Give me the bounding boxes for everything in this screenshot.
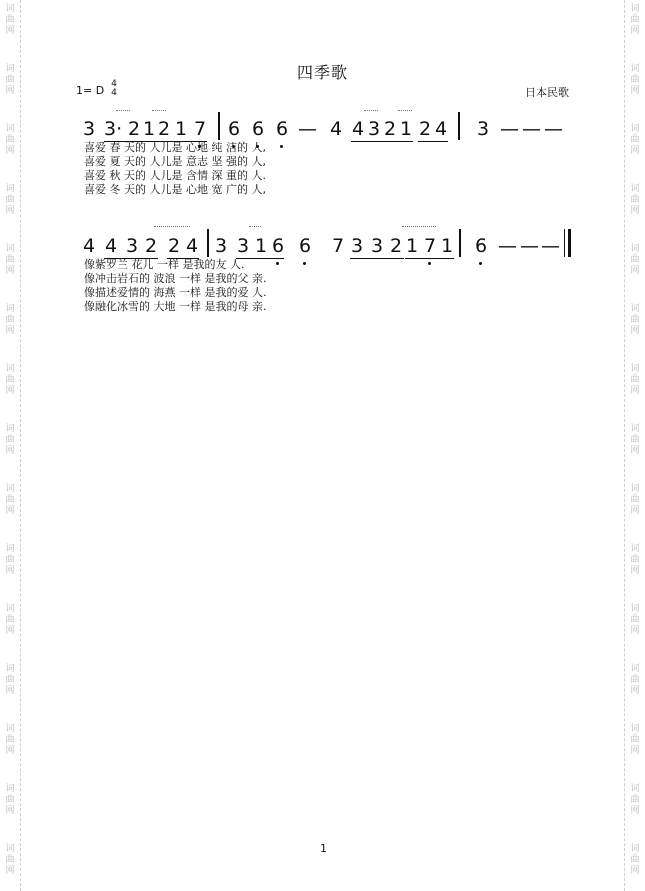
watermark-char: 曲 — [630, 735, 640, 745]
slur — [402, 226, 436, 230]
watermark-glyphs — [627, 604, 643, 637]
watermark-char: 词 — [630, 604, 640, 614]
note: 1 — [254, 235, 268, 257]
watermark-char: 词 — [630, 64, 640, 74]
watermark-char: 网 — [630, 206, 640, 216]
note: 6 — [275, 118, 289, 140]
watermark-char: 词 — [630, 184, 640, 194]
lyric-text: 像融化冰雪的 大地 一样 是我的母 亲. — [84, 300, 267, 313]
watermark-char: 网 — [630, 266, 640, 276]
watermark-char: 网 — [5, 686, 15, 696]
watermark-char: 网 — [5, 746, 15, 756]
watermark-glyphs — [627, 544, 643, 577]
lyric-text: 喜爱 冬 天的 人儿是 心地 宽 广的 人, — [84, 183, 266, 196]
note: 4 — [329, 118, 343, 140]
watermark-char: 网 — [5, 446, 15, 456]
watermark-glyphs — [627, 784, 643, 817]
watermark-char: 网 — [5, 86, 15, 96]
watermark-char: 网 — [5, 806, 15, 816]
watermark-char: 曲 — [630, 15, 640, 25]
watermark-char: 网 — [5, 206, 15, 216]
watermark-char: 网 — [630, 26, 640, 36]
lyrics-verse-2 — [0, 272, 645, 286]
watermark-char: 曲 — [630, 315, 640, 325]
watermark-char: 曲 — [5, 75, 15, 85]
watermark-char: 网 — [630, 506, 640, 516]
note: 6 — [227, 118, 241, 140]
watermark-char: 词 — [5, 364, 15, 374]
watermark-glyphs — [2, 724, 18, 757]
note: 3 — [214, 235, 228, 257]
watermark-char: 曲 — [630, 615, 640, 625]
watermark-glyphs — [627, 424, 643, 457]
watermark-char: 词 — [5, 604, 15, 614]
key-signature: 1= D — [76, 84, 105, 97]
watermark-char: 网 — [630, 806, 640, 816]
watermark-char: 曲 — [630, 675, 640, 685]
watermark-char: 曲 — [5, 615, 15, 625]
note: 1 — [142, 118, 156, 140]
watermark-char: 网 — [630, 566, 640, 576]
watermark-char: 词 — [5, 124, 15, 134]
watermark-glyphs — [2, 4, 18, 37]
watermark-char: 网 — [630, 146, 640, 156]
watermark-char: 词 — [630, 424, 640, 434]
watermark-char: 曲 — [5, 135, 15, 145]
page-number: 1 — [320, 842, 327, 855]
watermark-glyphs — [2, 484, 18, 517]
watermark-char: 词 — [630, 784, 640, 794]
watermark-char: 曲 — [5, 435, 15, 445]
note: 2 — [389, 235, 403, 257]
watermark-glyphs — [2, 604, 18, 637]
barline — [218, 112, 220, 140]
note: 1 — [174, 118, 188, 140]
watermark-char: 曲 — [5, 315, 15, 325]
watermark-char: 曲 — [5, 195, 15, 205]
watermark-char: 网 — [5, 146, 15, 156]
note: 3 — [367, 118, 381, 140]
barline — [458, 112, 460, 140]
note: 2 — [383, 118, 397, 140]
note: — — [298, 118, 317, 140]
note: 7 — [331, 235, 345, 257]
watermark-char: 网 — [5, 266, 15, 276]
watermark-glyphs — [2, 364, 18, 397]
note: 3 — [125, 235, 139, 257]
composer: 日本民歌 — [525, 86, 569, 99]
note: 3· — [104, 118, 123, 140]
watermark-glyphs — [627, 724, 643, 757]
slur — [154, 226, 190, 230]
lyric-text: 喜爱 秋 天的 人儿是 含情 深 重的 人. — [84, 169, 266, 182]
watermark-char: 词 — [5, 424, 15, 434]
watermark-char: 词 — [630, 844, 640, 854]
note: — — [544, 118, 563, 140]
watermark-char: 词 — [630, 244, 640, 254]
watermark-char: 词 — [5, 304, 15, 314]
watermark-char: 网 — [630, 386, 640, 396]
note: 3 — [82, 118, 96, 140]
watermark-char: 词 — [630, 304, 640, 314]
watermark-glyphs — [627, 4, 643, 37]
watermark-char: 曲 — [630, 435, 640, 445]
watermark-char: 词 — [630, 124, 640, 134]
watermark-char: 网 — [630, 746, 640, 756]
note: — — [541, 235, 560, 257]
watermark-char: 网 — [5, 26, 15, 36]
slur — [364, 110, 378, 114]
notes-line-1 — [0, 118, 645, 142]
watermark-char: 曲 — [630, 795, 640, 805]
lyric-text: 像紫罗兰 花儿 一样 是我的友 人. — [84, 258, 245, 271]
barline — [207, 229, 209, 257]
watermark-char: 网 — [5, 506, 15, 516]
watermark-char: 曲 — [630, 495, 640, 505]
watermark-char: 曲 — [630, 75, 640, 85]
watermark-char: 曲 — [630, 375, 640, 385]
watermark-char: 词 — [5, 664, 15, 674]
watermark-char: 曲 — [5, 735, 15, 745]
note: 3 — [236, 235, 250, 257]
watermark-glyphs — [2, 784, 18, 817]
notes-line-2 — [0, 235, 645, 259]
note: 2 — [127, 118, 141, 140]
note: 6 — [271, 235, 285, 257]
note: 2 — [144, 235, 158, 257]
watermark-char: 词 — [630, 724, 640, 734]
note: 4 — [351, 118, 365, 140]
slur — [249, 226, 261, 230]
watermark-char: 词 — [630, 664, 640, 674]
watermark-char: 词 — [5, 4, 15, 14]
lyric-text: 喜爱 春 天的 人儿是 心地 纯 洁的 人, — [84, 141, 266, 154]
watermark-char: 词 — [5, 184, 15, 194]
lyrics-verse-3 — [0, 169, 645, 183]
watermark-glyphs — [627, 484, 643, 517]
note: — — [498, 235, 517, 257]
note: — — [520, 235, 539, 257]
lyric-text: 喜爱 夏 天的 人儿是 意志 坚 强的 人, — [84, 155, 266, 168]
watermark-char: 词 — [5, 844, 15, 854]
lyrics-verse-3 — [0, 286, 645, 300]
note: 1 — [399, 118, 413, 140]
slur — [398, 110, 412, 114]
watermark-glyphs — [2, 544, 18, 577]
watermark-char: 曲 — [5, 15, 15, 25]
watermark-char: 词 — [630, 544, 640, 554]
watermark-char: 曲 — [5, 255, 15, 265]
note: 6 — [474, 235, 488, 257]
barline — [459, 229, 461, 257]
watermark-char: 网 — [5, 386, 15, 396]
note: 6 — [251, 118, 265, 140]
note: 4 — [434, 118, 448, 140]
note: — — [500, 118, 519, 140]
note: 7 — [193, 118, 207, 140]
final-barline-thin — [564, 229, 565, 257]
watermark-glyphs — [2, 664, 18, 697]
watermark-char: 词 — [5, 544, 15, 554]
watermark-char: 曲 — [5, 675, 15, 685]
final-barline-thick — [568, 229, 571, 257]
note: 4 — [82, 235, 96, 257]
watermark-glyphs — [2, 844, 18, 877]
lyrics-verse-1 — [0, 141, 645, 155]
watermark-char: 词 — [5, 64, 15, 74]
note: — — [522, 118, 541, 140]
note: 3 — [350, 235, 364, 257]
watermark-char: 曲 — [630, 195, 640, 205]
watermark-char: 网 — [5, 326, 15, 336]
time-signature — [110, 80, 118, 98]
watermark-char: 网 — [5, 866, 15, 876]
watermark-char: 曲 — [5, 375, 15, 385]
lyrics-verse-4 — [0, 183, 645, 197]
note: 6 — [298, 235, 312, 257]
watermark-char: 词 — [630, 484, 640, 494]
watermark-char: 网 — [630, 326, 640, 336]
watermark-char: 曲 — [5, 555, 15, 565]
lyric-text: 像描述爱情的 海燕 一样 是我的爱 人. — [84, 286, 267, 299]
note: 3 — [476, 118, 490, 140]
slur — [152, 110, 166, 114]
time-signature-top: 4 — [111, 79, 117, 89]
watermark-char: 词 — [630, 364, 640, 374]
lyrics-verse-1 — [0, 258, 645, 272]
lyric-text: 像冲击岩石的 波浪 一样 是我的父 亲. — [84, 272, 267, 285]
song-title: 四季歌 — [296, 63, 348, 82]
note: 4 — [104, 235, 118, 257]
watermark-char: 网 — [630, 86, 640, 96]
watermark-char: 曲 — [630, 255, 640, 265]
note: 4 — [185, 235, 199, 257]
watermark-char: 网 — [630, 686, 640, 696]
note: 2 — [167, 235, 181, 257]
watermark-char: 曲 — [5, 495, 15, 505]
watermark-glyphs — [627, 364, 643, 397]
watermark-char: 网 — [5, 626, 15, 636]
watermark-char: 曲 — [630, 555, 640, 565]
watermark-char: 网 — [630, 626, 640, 636]
watermark-glyphs — [627, 844, 643, 877]
watermark-glyphs — [2, 424, 18, 457]
lyrics-verse-4 — [0, 300, 645, 314]
slur — [116, 110, 130, 114]
lyrics-verse-2 — [0, 155, 645, 169]
watermark-char: 曲 — [630, 855, 640, 865]
watermark-char: 网 — [5, 566, 15, 576]
watermark-char: 曲 — [5, 795, 15, 805]
watermark-char: 词 — [5, 784, 15, 794]
note: 1 — [405, 235, 419, 257]
watermark-char: 网 — [630, 866, 640, 876]
watermark-char: 词 — [5, 724, 15, 734]
watermark-char: 曲 — [5, 855, 15, 865]
watermark-char: 词 — [5, 484, 15, 494]
watermark-glyphs — [627, 664, 643, 697]
note: 2 — [157, 118, 171, 140]
note: 1 — [440, 235, 454, 257]
watermark-char: 词 — [630, 4, 640, 14]
time-signature-bottom: 4 — [111, 88, 117, 98]
watermark-char: 曲 — [630, 135, 640, 145]
note: 3 — [370, 235, 384, 257]
note: 2 — [418, 118, 432, 140]
note: 7 — [423, 235, 437, 257]
watermark-char: 网 — [630, 446, 640, 456]
watermark-char: 词 — [5, 244, 15, 254]
